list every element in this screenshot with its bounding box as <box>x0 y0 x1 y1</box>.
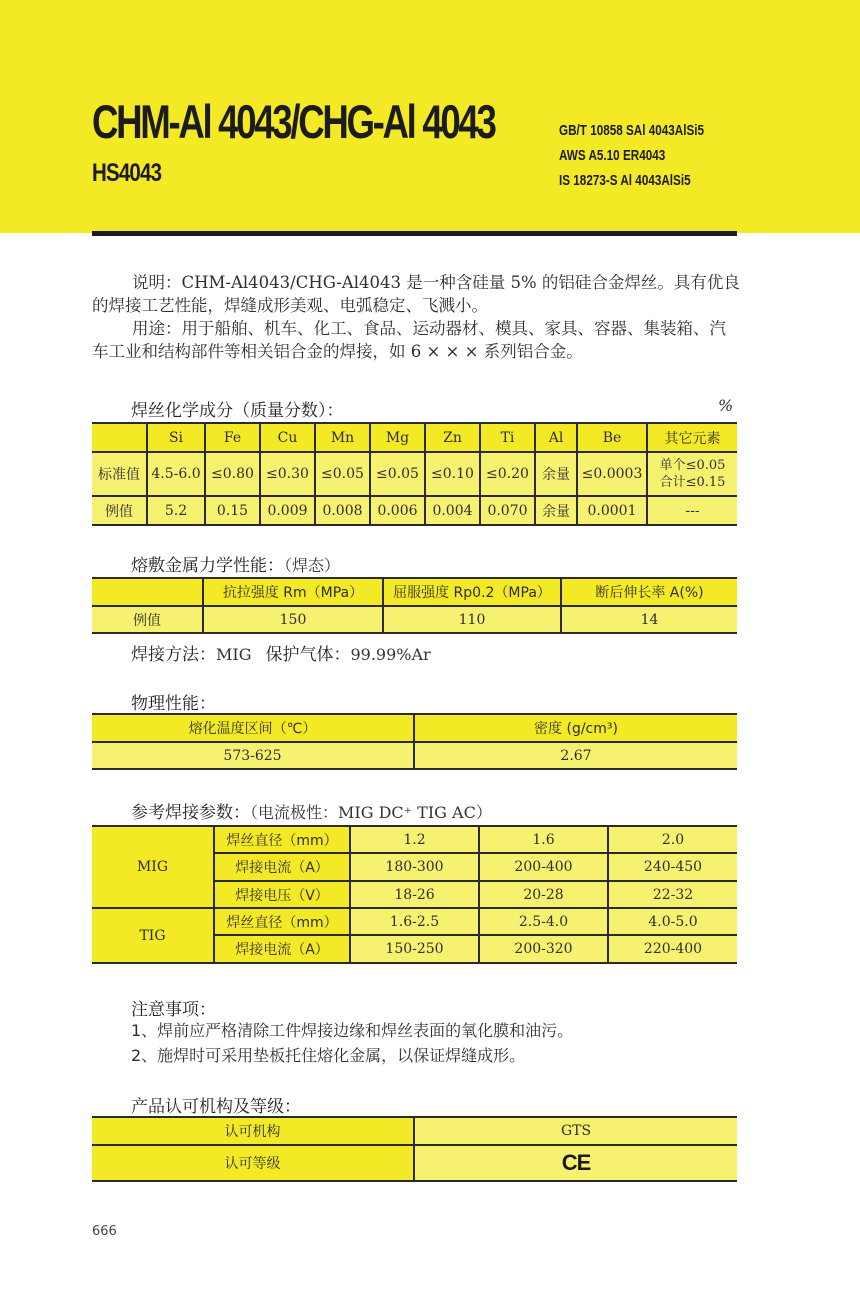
header-cell: 熔化温度区间（℃） <box>92 714 414 742</box>
table-cell: 2.5-4.0 <box>479 908 608 935</box>
table-row <box>92 606 737 633</box>
usage-paragraph <box>92 318 742 363</box>
table-cell: 150-250 <box>350 935 479 963</box>
table-cell: 14 <box>561 606 737 633</box>
product-subtitle: HS4043 <box>92 159 162 187</box>
method-value: MIG <box>216 645 252 664</box>
table-cell: 余量 <box>535 496 577 525</box>
usage-text: 用于船舶、机车、化工、食品、运动器材、模具、家具、容器、集装箱、汽车工业和结构部件等相关铝合金的焊接，如 6 × × × 系列铝合金。 <box>92 319 726 361</box>
table-cell: 22-32 <box>608 881 737 908</box>
header-cell <box>92 423 147 452</box>
table-cell: 余量 <box>535 452 577 496</box>
table-cell-other <box>647 452 737 496</box>
table-cell: 0.070 <box>480 496 535 525</box>
table-cell: 0.0001 <box>577 496 647 525</box>
process-cell: TIG <box>92 908 214 963</box>
other-total: 合计≤0.15 <box>659 475 726 490</box>
table-cell: ≤0.20 <box>480 452 535 496</box>
header-cell: Cu <box>260 423 315 452</box>
table-cell: ≤0.10 <box>425 452 480 496</box>
mechanical-table <box>92 577 737 634</box>
table-cell: 150 <box>203 606 383 633</box>
header-cell: Zn <box>425 423 480 452</box>
welding-params-table <box>92 825 737 964</box>
table-cell: ≤0.05 <box>370 452 425 496</box>
table-cell: 0.008 <box>315 496 370 525</box>
table-row <box>92 496 737 525</box>
table-cell: 2.0 <box>608 826 737 853</box>
header-cell: 抗拉强度 Rm（MPa） <box>203 578 383 606</box>
table-cell: ≤0.80 <box>205 452 260 496</box>
row-label: 例值 <box>92 496 147 525</box>
header-cell: Fe <box>205 423 260 452</box>
standard-item: IS 18273-S Al 4043AlSi5 <box>559 172 691 189</box>
header-banner <box>0 0 860 233</box>
table-cell: 5.2 <box>147 496 205 525</box>
table-cell: ≤0.05 <box>315 452 370 496</box>
table-cell: 110 <box>383 606 561 633</box>
other-single: 单个≤0.05 <box>659 458 726 473</box>
header-cell: Mn <box>315 423 370 452</box>
header-cell: 断后伸长率 A(%) <box>561 578 737 606</box>
header-cell: Ti <box>480 423 535 452</box>
header-cell: Si <box>147 423 205 452</box>
usage-label: 用途： <box>132 319 182 338</box>
description-text: CHM-Al4043/CHG-Al4043 是一种含硅量 5% 的铝硅合金焊丝。具有优良的焊接工艺性能，焊缝成形美观、电弧稳定、飞溅小。 <box>92 273 740 315</box>
note-item: 2、施焊时可采用垫板托住熔化金属，以保证焊缝成形。 <box>131 1046 526 1065</box>
process-cell: MIG <box>92 826 214 908</box>
physical-table <box>92 713 737 770</box>
header-divider <box>92 231 737 236</box>
certification-title: 产品认可机构及等级： <box>131 1097 301 1117</box>
physical-header-row <box>92 714 737 742</box>
row-label: 标准值 <box>92 452 147 496</box>
notes-title: 注意事项： <box>131 1000 216 1020</box>
description-paragraph <box>92 272 742 317</box>
standard-item: GB/T 10858 SAl 4043AlSi5 <box>559 122 705 139</box>
table-cell: 1.6 <box>479 826 608 853</box>
table-row <box>92 826 737 853</box>
table-cell: --- <box>647 496 737 525</box>
table-row <box>92 1145 737 1181</box>
page-number: 666 <box>92 1224 117 1239</box>
table-cell: ≤0.0003 <box>577 452 647 496</box>
table-cell: 240-450 <box>608 853 737 881</box>
table-row <box>92 1117 737 1145</box>
header-cell: Al <box>535 423 577 452</box>
table-cell: 200-400 <box>479 853 608 881</box>
header-cell: 密度 (g/cm³) <box>414 714 737 742</box>
gas-label: 保护气体： <box>265 645 351 665</box>
table-cell: 2.67 <box>414 742 737 769</box>
table-cell: 4.0-5.0 <box>608 908 737 935</box>
ce-mark-icon: CE <box>561 1150 591 1175</box>
chemistry-table <box>92 422 737 526</box>
chemistry-title: 焊丝化学成分（质量分数）： <box>131 401 344 421</box>
row-label: 认可机构 <box>92 1117 414 1145</box>
table-cell: 20-28 <box>479 881 608 908</box>
note-item: 1、焊前应严格清除工件焊接边缘和焊丝表面的氧化膜和油污。 <box>131 1021 574 1040</box>
method-label: 焊接方法： <box>131 645 216 665</box>
chemistry-unit: % <box>718 396 734 415</box>
standards-list <box>559 118 704 193</box>
table-cell: 18-26 <box>350 881 479 908</box>
param-cell: 焊丝直径（mm） <box>214 826 350 853</box>
table-cell: ≤0.30 <box>260 452 315 496</box>
mechanical-header-row <box>92 578 737 606</box>
table-cell: 220-400 <box>608 935 737 963</box>
param-cell: 焊接电流（A） <box>214 935 350 963</box>
table-row <box>92 452 737 496</box>
standard-item: AWS A5.10 ER4043 <box>559 147 666 164</box>
table-cell: 0.15 <box>205 496 260 525</box>
table-cell: 200-320 <box>479 935 608 963</box>
welding-method-line <box>131 640 431 665</box>
gas-value: 99.99%Ar <box>350 645 431 664</box>
product-title: CHM-Al 4043/CHG-Al 4043 <box>92 95 495 148</box>
description-label: 说明： <box>132 273 182 292</box>
mechanical-title <box>131 551 340 576</box>
table-cell: 0.006 <box>370 496 425 525</box>
param-cell: 焊接电流（A） <box>214 853 350 881</box>
table-cell <box>414 1145 737 1181</box>
table-cell: 180-300 <box>350 853 479 881</box>
row-label: 认可等级 <box>92 1145 414 1181</box>
physical-title: 物理性能： <box>131 694 216 714</box>
header-cell <box>92 578 203 606</box>
table-row <box>92 742 737 769</box>
param-cell: 焊接电压（V） <box>214 881 350 908</box>
mechanical-title-text: 熔敷金属力学性能： <box>131 556 284 576</box>
param-cell: 焊丝直径（mm） <box>214 908 350 935</box>
welding-params-note: （电流极性：MIG DC⁺ TIG AC） <box>250 803 492 822</box>
table-cell: 0.009 <box>260 496 315 525</box>
table-cell: GTS <box>414 1117 737 1145</box>
table-cell: 1.6-2.5 <box>350 908 479 935</box>
row-label: 例值 <box>92 606 203 633</box>
welding-params-title-text: 参考焊接参数： <box>131 803 250 823</box>
header-cell: 其它元素 <box>647 423 737 452</box>
table-cell: 1.2 <box>350 826 479 853</box>
table-cell: 573-625 <box>92 742 414 769</box>
notes-list <box>131 1018 573 1068</box>
welding-params-title <box>131 798 492 823</box>
header-cell: Mg <box>370 423 425 452</box>
chemistry-header-row <box>92 423 737 452</box>
table-cell: 4.5-6.0 <box>147 452 205 496</box>
table-row <box>92 908 737 935</box>
table-cell: 0.004 <box>425 496 480 525</box>
header-cell: 屈服强度 Rp0.2（MPa） <box>383 578 561 606</box>
mechanical-title-note: （焊态） <box>284 556 341 575</box>
certification-table <box>92 1116 737 1182</box>
header-cell: Be <box>577 423 647 452</box>
